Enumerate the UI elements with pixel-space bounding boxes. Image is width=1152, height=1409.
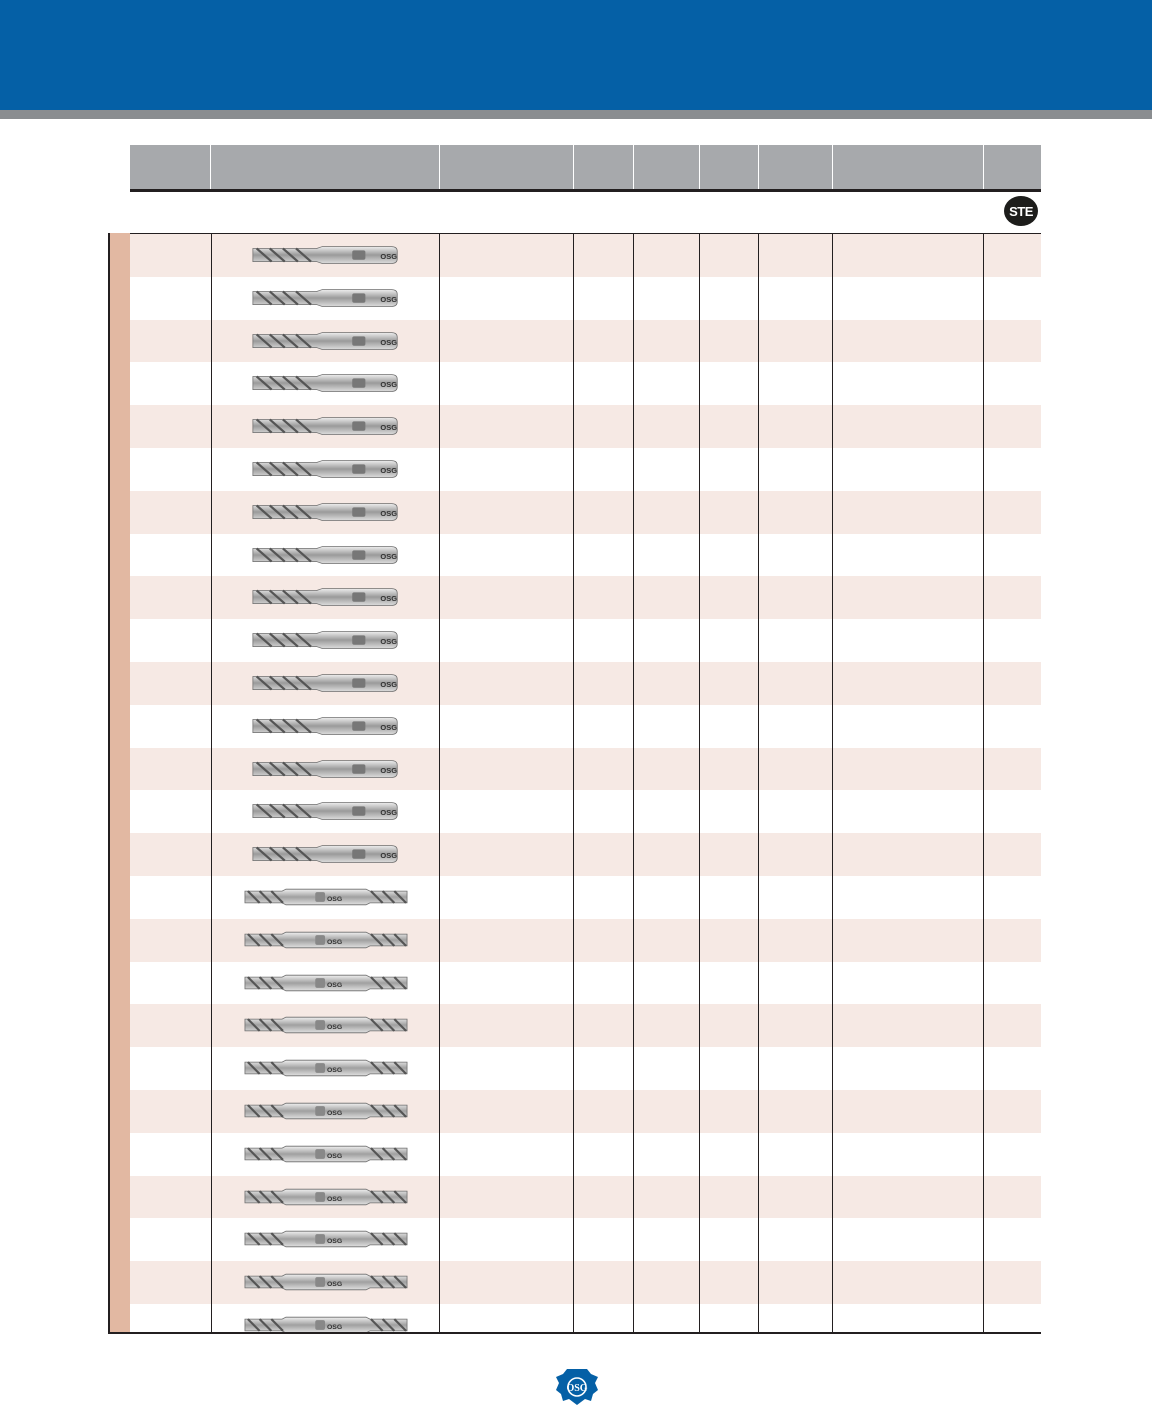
- header-cell: [984, 145, 1041, 189]
- svg-text:OSG: OSG: [379, 422, 397, 432]
- category-band: [108, 233, 130, 1333]
- svg-text:OSG: OSG: [326, 1152, 342, 1160]
- double-end-mill-icon: [243, 970, 409, 996]
- svg-text:OSG: OSG: [379, 337, 397, 347]
- double-end-mill-icon: [243, 884, 409, 910]
- table-row: [130, 833, 1041, 876]
- header-cell: [634, 145, 700, 189]
- double-end-mill-icon: [243, 1226, 409, 1252]
- double-end-mill-icon: [243, 927, 409, 953]
- header-cell: [574, 145, 634, 189]
- end-mill-icon: [251, 285, 401, 311]
- end-mill-icon: [251, 499, 401, 525]
- table-row: [130, 576, 1041, 619]
- end-mill-icon: [251, 328, 401, 354]
- table-row: [130, 1133, 1041, 1176]
- table-row: [130, 277, 1041, 320]
- svg-text:OSG: OSG: [379, 722, 397, 732]
- column-divider: [573, 233, 574, 1333]
- double-end-mill-icon: [243, 1012, 409, 1038]
- column-divider: [439, 233, 440, 1333]
- header-cell: [700, 145, 759, 189]
- product-table: [130, 234, 1041, 1347]
- end-mill-icon: [251, 627, 401, 653]
- end-mill-icon: [251, 413, 401, 439]
- table-row: [130, 1261, 1041, 1304]
- svg-text:OSG: OSG: [326, 1067, 342, 1075]
- svg-text:OSG: OSG: [379, 594, 397, 604]
- double-end-mill-icon: [243, 1055, 409, 1081]
- svg-text:OSG: OSG: [326, 1238, 342, 1246]
- column-divider: [699, 233, 700, 1333]
- end-mill-icon: [251, 841, 401, 867]
- svg-text:OSG: OSG: [379, 380, 397, 390]
- table-row: [130, 362, 1041, 405]
- svg-text:OSG: OSG: [379, 679, 397, 689]
- table-row: [130, 448, 1041, 491]
- column-divider: [983, 233, 984, 1333]
- table-row: [130, 962, 1041, 1005]
- header-banner: [0, 0, 1152, 110]
- end-mill-icon: [251, 670, 401, 696]
- ste-badge: STE: [1004, 196, 1038, 226]
- end-mill-icon: [251, 456, 401, 482]
- svg-text:OSG: OSG: [379, 465, 397, 475]
- svg-text:OSG: OSG: [379, 251, 397, 261]
- svg-text:OSG: OSG: [326, 1109, 342, 1117]
- table-row: [130, 619, 1041, 662]
- svg-text:OSG: OSG: [379, 551, 397, 561]
- end-mill-icon: [251, 584, 401, 610]
- table-row: [130, 1304, 1041, 1347]
- svg-text:OSG: OSG: [326, 1195, 342, 1203]
- table-row: [130, 919, 1041, 962]
- column-divider: [832, 233, 833, 1333]
- double-end-mill-icon: [243, 1269, 409, 1295]
- end-mill-icon: [251, 370, 401, 396]
- svg-text:OSG: OSG: [379, 636, 397, 646]
- table-header: [130, 145, 1041, 192]
- table-row: [130, 320, 1041, 363]
- column-divider: [211, 233, 212, 1333]
- table-row: [130, 748, 1041, 791]
- table-row: [130, 1218, 1041, 1261]
- table-row: [130, 405, 1041, 448]
- table-row: [130, 534, 1041, 577]
- table-row: [130, 876, 1041, 919]
- table-row: [130, 1004, 1041, 1047]
- table-row: [130, 491, 1041, 534]
- header-cell: [759, 145, 833, 189]
- svg-text:OSG: OSG: [326, 1281, 342, 1289]
- column-divider: [758, 233, 759, 1333]
- table-top-rule: [130, 233, 1041, 234]
- header-cell: [211, 145, 440, 189]
- svg-text:OSG: OSG: [326, 1323, 342, 1331]
- end-mill-icon: [251, 756, 401, 782]
- svg-text:OSG: OSG: [379, 294, 397, 304]
- header-cell: [130, 145, 211, 189]
- double-end-mill-icon: [243, 1098, 409, 1124]
- osg-logo-icon: [555, 1368, 599, 1406]
- table-row: [130, 1090, 1041, 1133]
- svg-text:OSG: OSG: [326, 938, 342, 946]
- svg-text:OSG: OSG: [379, 850, 397, 860]
- table-row: [130, 705, 1041, 748]
- table-row: [130, 790, 1041, 833]
- end-mill-icon: [251, 713, 401, 739]
- column-divider: [633, 233, 634, 1333]
- table-row: [130, 662, 1041, 705]
- table-row: [130, 234, 1041, 277]
- table-bottom-rule: [108, 1332, 1041, 1334]
- end-mill-icon: [251, 542, 401, 568]
- double-end-mill-icon: [243, 1141, 409, 1167]
- svg-text:OSG: OSG: [379, 508, 397, 518]
- svg-text:OSG: OSG: [566, 1383, 588, 1394]
- end-mill-icon: [251, 242, 401, 268]
- svg-text:OSG: OSG: [326, 981, 342, 989]
- svg-text:OSG: OSG: [326, 1024, 342, 1032]
- svg-text:OSG: OSG: [379, 808, 397, 818]
- svg-text:OSG: OSG: [379, 765, 397, 775]
- table-row: [130, 1176, 1041, 1219]
- double-end-mill-icon: [243, 1312, 409, 1338]
- end-mill-icon: [251, 798, 401, 824]
- svg-text:OSG: OSG: [326, 895, 342, 903]
- header-cell: [833, 145, 984, 189]
- double-end-mill-icon: [243, 1184, 409, 1210]
- header-cell: [440, 145, 574, 189]
- banner-rule: [0, 110, 1152, 119]
- table-row: [130, 1047, 1041, 1090]
